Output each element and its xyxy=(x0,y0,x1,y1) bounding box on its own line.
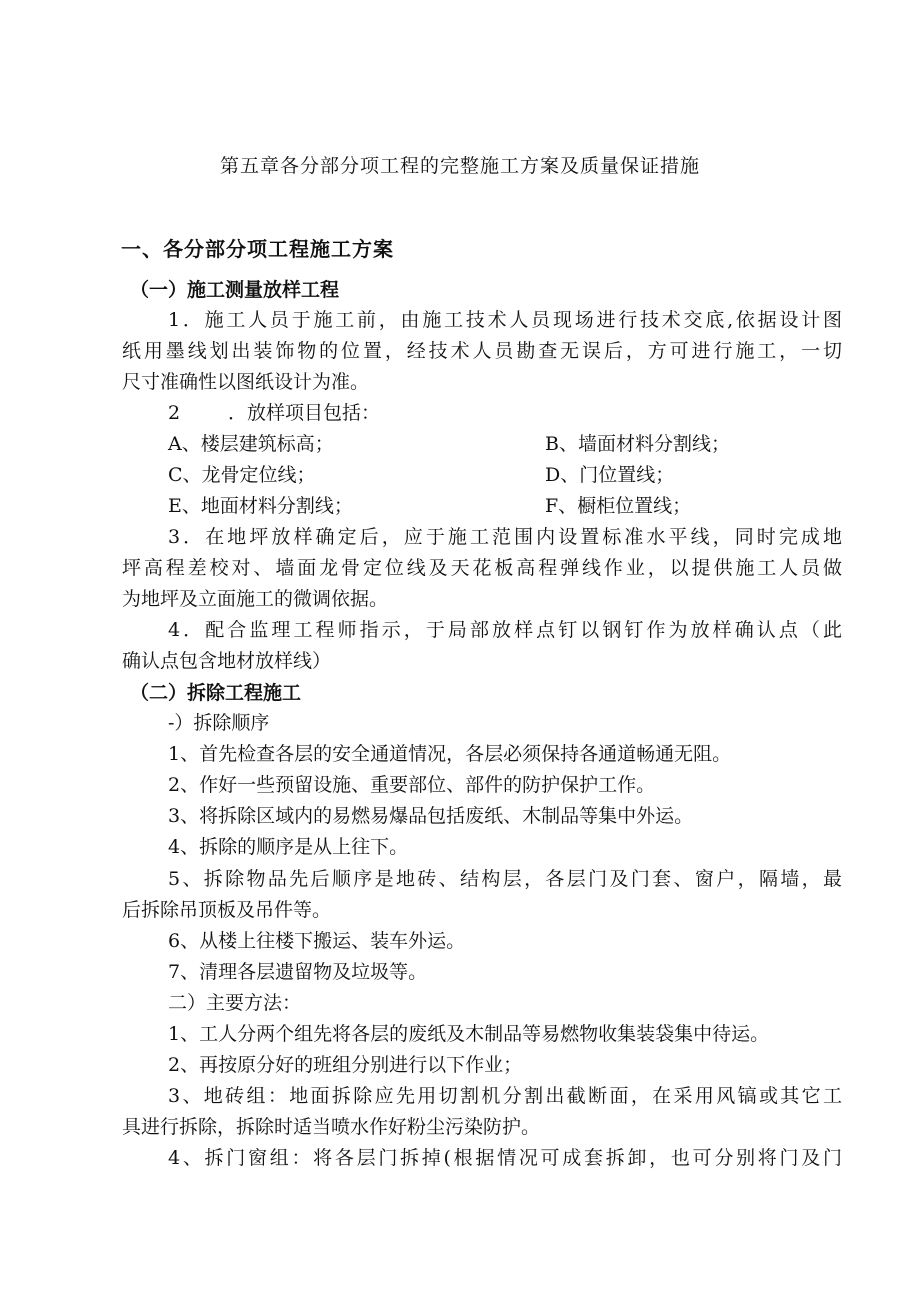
list-item: 后拆除吊顶板及吊件等。 xyxy=(122,899,332,921)
list-item: A、楼层建筑标高； xyxy=(168,433,334,455)
list-title: 二）主要方法： xyxy=(168,992,302,1014)
list-item: B、墙面材料分割线； xyxy=(545,433,730,455)
list-item: F、橱柜位置线； xyxy=(545,495,692,517)
subsection-heading-demolition: （二）拆除工程施工 xyxy=(130,682,302,704)
paragraph-line: 坪高程差校对、墙面龙骨定位线及天花板高程弹线作业，以提供施工人员做 xyxy=(122,557,842,579)
list-item: 3、地砖组：地面拆除应先用切割机分割出截断面，在采用风镐或其它工 xyxy=(168,1085,842,1107)
paragraph-line: 尺寸准确性以图纸设计为准。 xyxy=(122,371,370,393)
paragraph-line: 确认点包含地材放样线） xyxy=(122,650,332,672)
list-item: 3、将拆除区域内的易燃易爆品包括废纸、木制品等集中外运。 xyxy=(168,805,694,827)
list-item: 4、拆门窗组：将各层门拆掉(根据情况可成套拆卸，也可分别将门及门 xyxy=(168,1147,842,1169)
list-item: E、地面材料分割线； xyxy=(168,495,353,517)
list-item: 5、拆除物品先后顺序是地砖、结构层，各层门及门套、窗户，隔墙，最 xyxy=(168,868,842,890)
list-item: 6、从楼上往楼下搬运、装车外运。 xyxy=(168,930,466,952)
paragraph-line: 1．施工人员于施工前，由施工技术人员现场进行技术交底,依据设计图 xyxy=(168,309,842,331)
list-number: 2 xyxy=(168,402,181,424)
list-title: -）拆除顺序 xyxy=(168,712,270,734)
list-item: 2、再按原分好的班组分别进行以下作业； xyxy=(168,1054,523,1076)
list-item: 7、清理各层遗留物及垃圾等。 xyxy=(168,961,428,983)
paragraph-line: 为地坪及立面施工的微调依据。 xyxy=(122,588,389,610)
list-item: D、门位置线； xyxy=(545,464,675,486)
chapter-title: 第五章各分部分项工程的完整施工方案及质量保证措施 xyxy=(219,155,700,177)
subsection-heading-survey: （一）施工测量放样工程 xyxy=(130,279,340,301)
list-item: 具进行拆除，拆除时适当喷水作好粉尘污染防护。 xyxy=(122,1116,541,1138)
list-item: 4、拆除的顺序是从上往下。 xyxy=(168,836,409,858)
list-item: 2、作好一些预留设施、重要部位、部件的防护保护工作。 xyxy=(168,774,656,796)
list-item: C、龙骨定位线； xyxy=(168,464,316,486)
paragraph-line: 4．配合监理工程师指示，于局部放样点钉以钢钉作为放样确认点（此 xyxy=(168,619,842,641)
list-item: 1、工人分两个组先将各层的废纸及木制品等易燃物收集装袋集中待运。 xyxy=(168,1023,770,1045)
paragraph-line: ．放样项目包括： xyxy=(228,402,381,424)
paragraph-line: 纸用墨线划出装饰物的位置，经技术人员勘查无误后，方可进行施工，一切 xyxy=(122,340,842,362)
paragraph-line: 3．在地坪放样确定后，应于施工范围内设置标准水平线，同时完成地 xyxy=(168,526,842,548)
list-item: 1、首先检查各层的安全通道情况，各层必须保持各通道畅通无阻。 xyxy=(168,743,732,765)
section-heading: 一、各分部分项工程施工方案 xyxy=(121,237,394,261)
